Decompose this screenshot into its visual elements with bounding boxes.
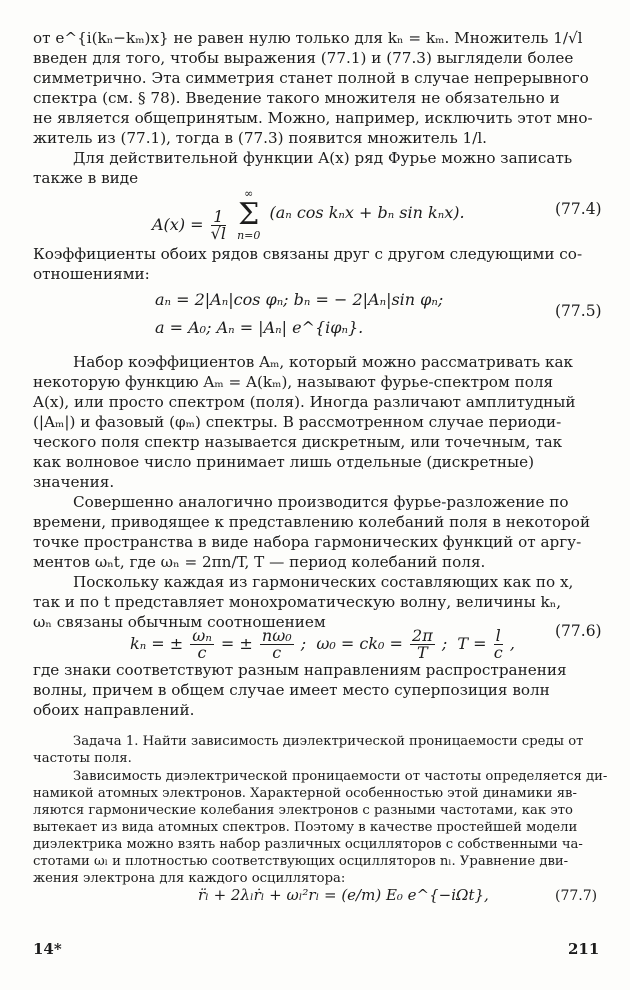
text-line: житель из (77.1), тогда в (77.3) появится множитель 1/l.	[33, 129, 488, 147]
text-line: как волновое число принимает лишь отдельные (дискретные)	[33, 453, 535, 471]
text-line: Зависимость диэлектрической проницаемости от частоты определяется ди-	[73, 769, 608, 784]
text-line: Для действительной функции A(x) ряд Фурье можно записать	[73, 149, 573, 167]
footer-signature-mark: 14*	[33, 940, 62, 958]
text-line: ческого поля спектр называется дискретным, или точечным, так	[33, 433, 563, 451]
text-line: частоты поля.	[33, 751, 132, 766]
equation-77-5-line-2: a = A₀; Aₙ = |Aₙ| e^{iφₙ}.	[155, 318, 364, 337]
fraction-1-sqrt-l: $\frac{1}{√l}$	[210, 206, 226, 243]
text-line: Совершенно аналогично производится фурье-разложение по	[73, 493, 569, 511]
text-line: Поскольку каждая из гармонических составляющих как по x,	[73, 573, 574, 591]
text-line: также в виде	[33, 169, 139, 187]
text-line: от e^{i(kₙ−kₘ)x} не равен нулю только для kₙ = kₘ. Множитель 1/√l	[33, 29, 583, 47]
text-line: A(x), или просто спектром (поля). Иногда различают амплитудный	[33, 393, 576, 411]
text-line: введен для того, чтобы выражения (77.1) и (77.3) выглядели более	[33, 49, 574, 67]
text-line: Набор коэффициентов Aₘ, который можно рассматривать как	[73, 353, 574, 371]
text-line: вытекает из вида атомных спектров. Поэтому в качестве простейшей модели	[33, 820, 578, 835]
equation-number: (77.4)	[555, 200, 602, 218]
text-line: стотами ωₗ и плотностью соответствующих осцилляторов nₗ. Уравнение дви-	[33, 854, 569, 869]
text-line: времени, приводящее к представлению колебаний поля в некоторой	[33, 513, 591, 531]
equation-77-5-line-1: aₙ = 2|Aₙ|cos φₙ; bₙ = − 2|Aₙ|sin φₙ;	[155, 290, 444, 309]
summation-symbol: ∞ Σ n=0	[237, 187, 261, 242]
equation-77-6: kₙ = ± $\frac{\text{ωₙ}}{c}$ = ± $\frac{\text{nω₀}}{c}$ ; ω₀ = ck₀ = $\frac{2\pi}{T}$ ; T = $\frac{l}{c}$ ,	[130, 626, 515, 662]
text-line: симметрично. Эта симметрия станет полной в случае непрерывного	[33, 69, 589, 87]
equation-number: (77.5)	[555, 302, 602, 320]
text-line: ляются гармонические колебания электронов с разными частотами, как это	[33, 803, 573, 818]
problem-heading: Задача 1. Найти зависимость диэлектрической проницаемости среды от	[73, 734, 584, 749]
equation-number: (77.7)	[555, 888, 598, 904]
text-line: где знаки соответствуют разным направлениям распространения	[33, 661, 567, 679]
equation-77-4: A(x) = $\frac{1}{√l}$ ∞ Σ n=0 (aₙ cos kₙx + bₙ sin kₙx).	[152, 187, 465, 243]
text-line: спектра (см. § 78). Введение такого множителя не обязательно и	[33, 89, 560, 107]
text-line: намикой атомных электронов. Характерной особенностью этой динамики яв-	[33, 786, 577, 801]
equation-77-7: r̈ₗ + 2λₗṙₗ + ωₗ²rₗ = (e/m) E₀ e^{−iΩt},	[198, 886, 489, 904]
text-line: некоторую функцию Aₘ = A(kₘ), называют фурье-спектром поля	[33, 373, 554, 391]
text-line: диэлектрика можно взять набор различных осцилляторов с собственными ча-	[33, 837, 583, 852]
text-line: так и по t представляет монохроматическую волну, величины kₙ,	[33, 593, 562, 611]
text-line: обоих направлений.	[33, 701, 195, 719]
text-line: волны, причем в общем случае имеет место суперпозиция волн	[33, 681, 550, 699]
text-line: (|Aₘ|) и фазовый (φₘ) спектры. В рассмотренном случае периоди-	[33, 413, 562, 431]
text-line: ωₙ связаны обычным соотношением	[33, 613, 326, 631]
text-line: жения электрона для каждого осциллятора:	[33, 871, 346, 886]
page-number: 211	[568, 940, 600, 958]
equation-number: (77.6)	[555, 622, 602, 640]
text-line: точке пространства в виде набора гармонических функций от аргу-	[33, 533, 582, 551]
text-line: Коэффициенты обоих рядов связаны друг с другом следующими со-	[33, 245, 583, 263]
text-line: не является общепринятым. Можно, например, исключить этот мно-	[33, 109, 593, 127]
text-line: ментов ωₙt, где ωₙ = 2πn/T, T — период колебаний поля.	[33, 553, 486, 571]
text-line: значения.	[33, 473, 115, 491]
text-line: отношениями:	[33, 265, 150, 283]
